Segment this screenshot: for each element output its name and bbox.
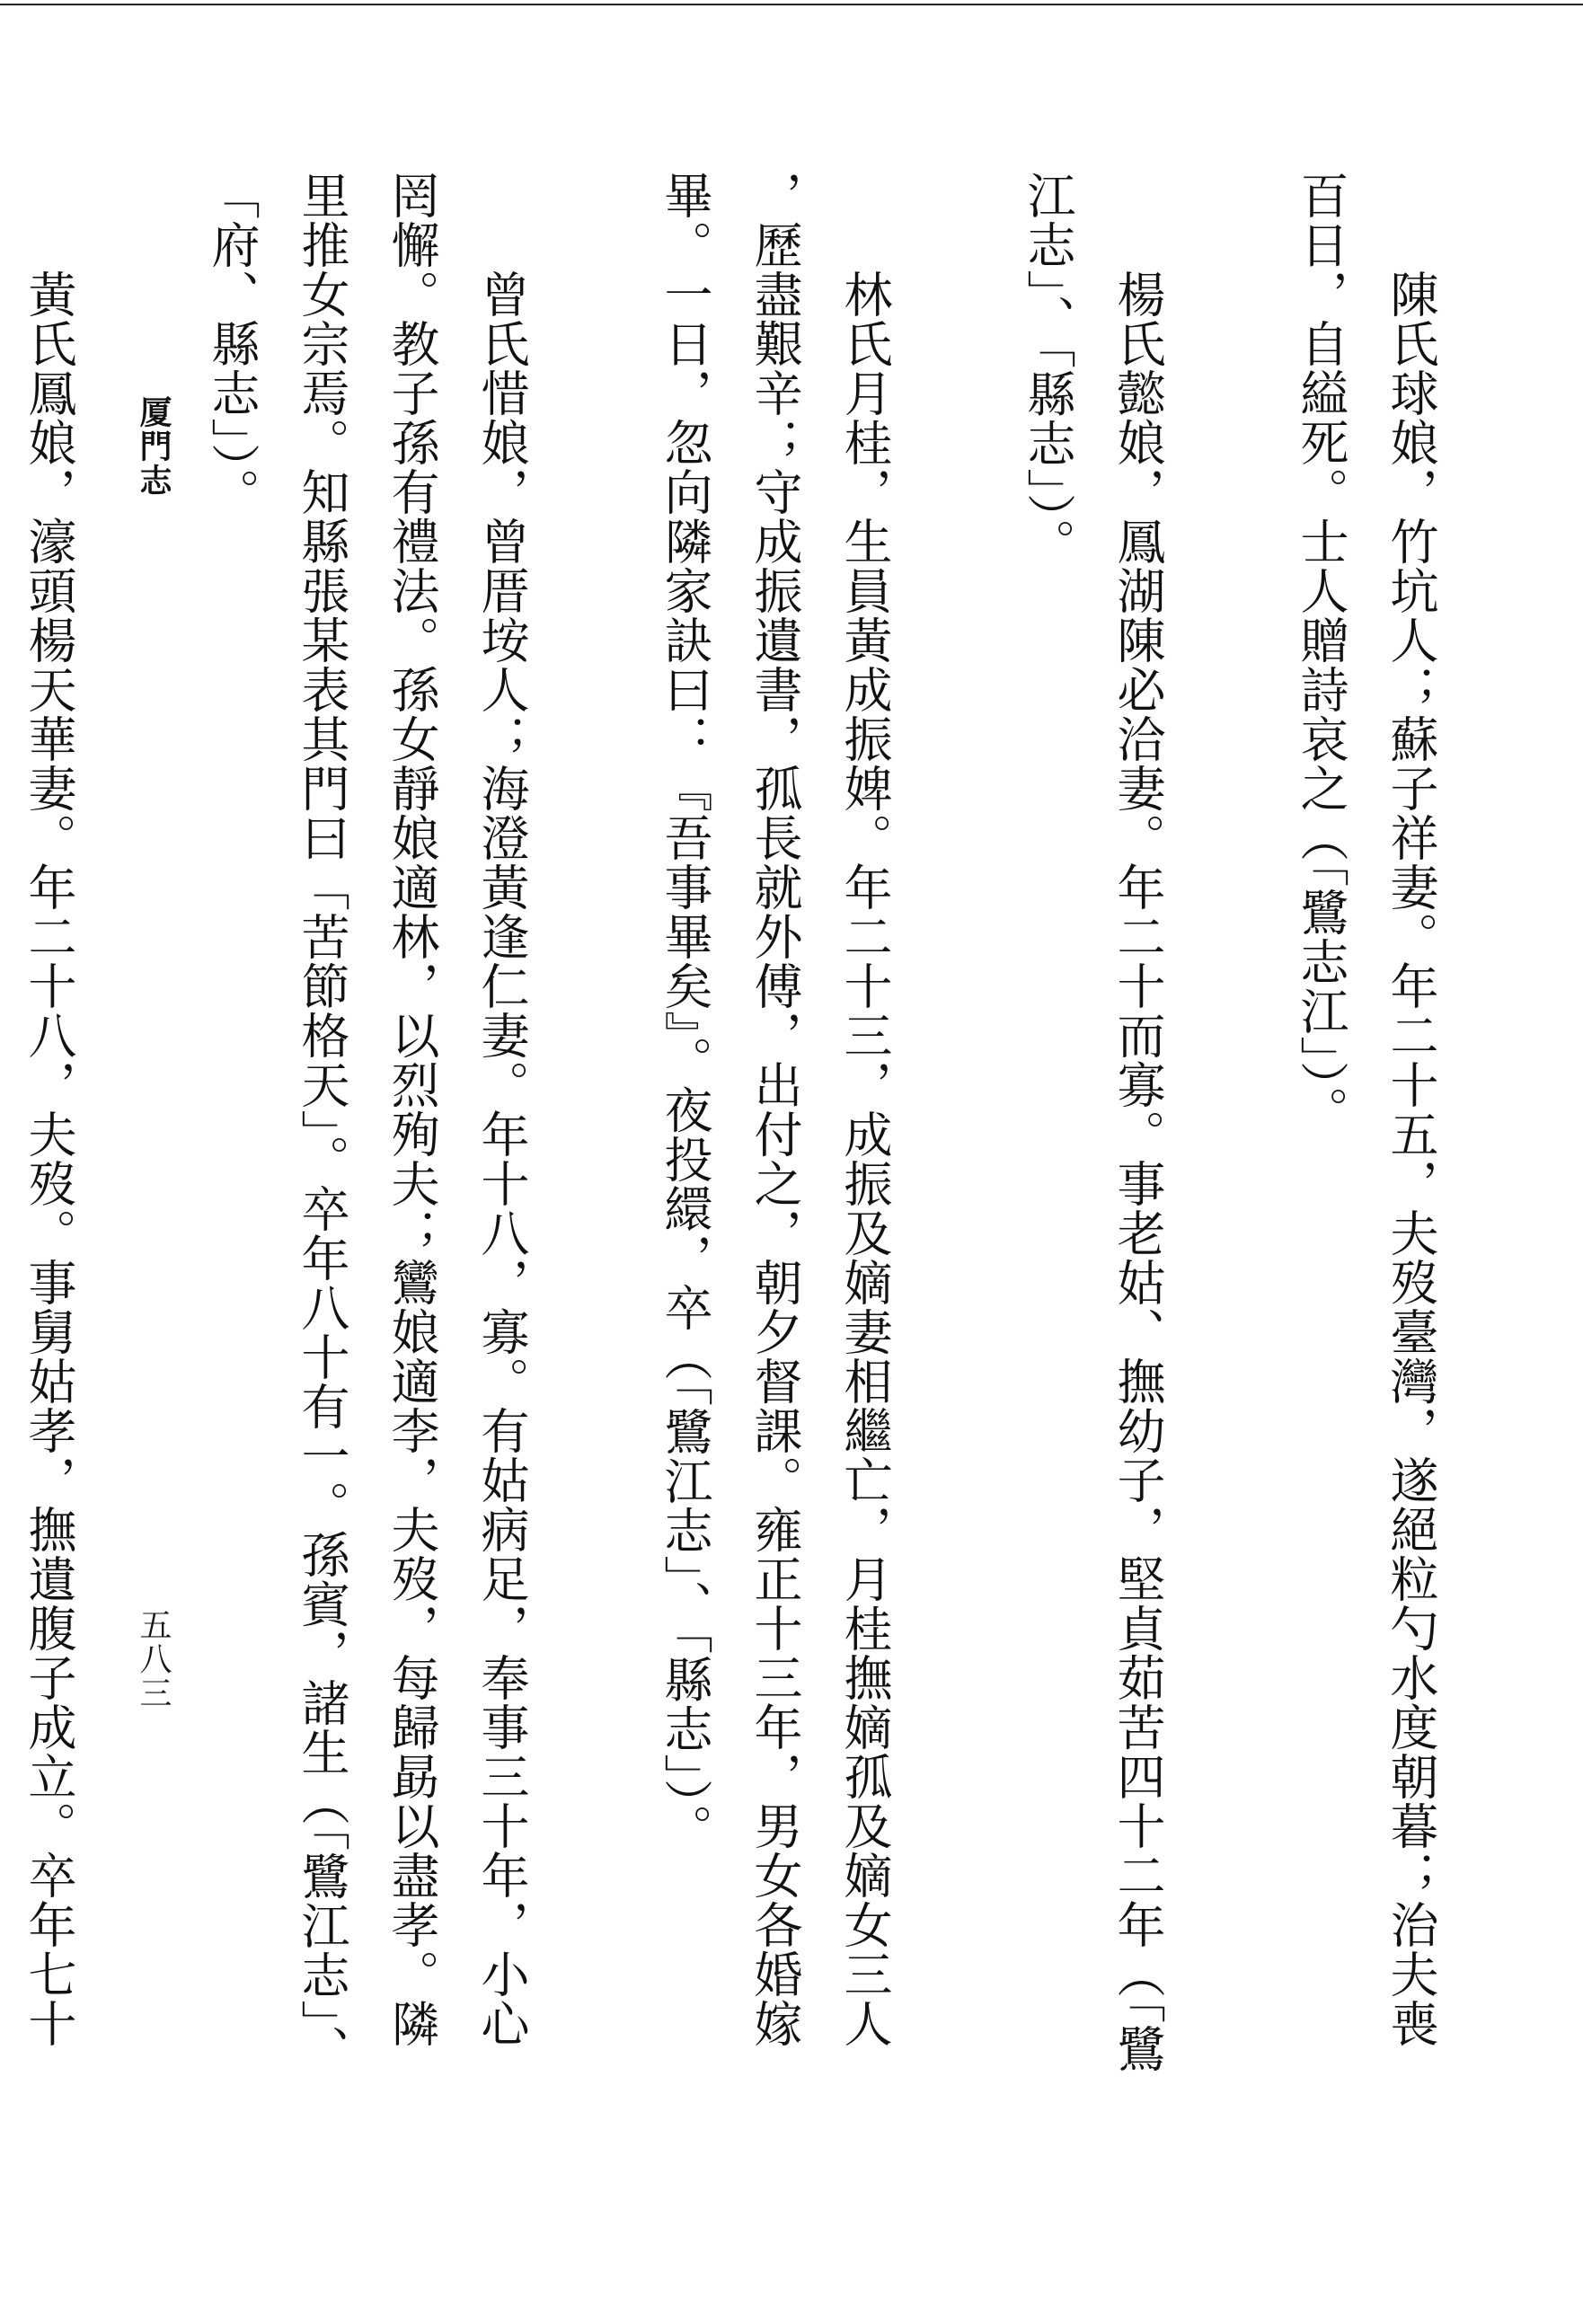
running-title: 厦門志: [135, 395, 172, 498]
top-rule: [0, 4, 1583, 5]
text-column: 曾氏惜娘，曾厝垵人；海澄黃逢仁妻。年十八，寡。有姑病足，奉事三十年，小心: [473, 270, 530, 2048]
text-column: ，歷盡艱辛；守成振遺書，孤長就外傅，出付之，朝夕督課。雍正十三年，男女各婚嫁: [747, 171, 803, 2048]
text-column: 江志」、「縣志」）。: [1020, 171, 1076, 568]
text-column: 百日，自縊死。士人贈詩哀之（「鷺志江」）。: [1293, 171, 1349, 1135]
text-column: 罔懈。教子孫有禮法。孫女靜娘適林，以烈殉夫；鸞娘適李，夫歿，每歸勗以盡孝。隣: [384, 171, 440, 2048]
text-column: 楊氏懿娘，鳳湖陳必洽妻。年二十而寡。事老姑、撫幼子，堅貞茹苦四十二年（「鷺: [1110, 270, 1166, 2073]
text-column: 畢。一日，忽向隣家訣曰：『吾事畢矣』。夜投繯，卒（「鷺江志」、「縣志」）。: [657, 171, 713, 1853]
text-column: 林氏月桂，生員黃成振婢。年二十三，成振及嫡妻相繼亡，月桂撫嫡孤及嫡女三人: [836, 270, 893, 2048]
text-column: 黃氏鳳娘，濠頭楊天華妻。年二十八，夫歿。事舅姑孝，撫遺腹子成立。卒年七十: [21, 270, 77, 2048]
text-column: 里推女宗焉。知縣張某表其門曰「苦節格天」。卒年八十有一。孫賓，諸生（「鷺江志」、: [294, 171, 350, 2074]
text-column: 「府、縣志」）。: [204, 171, 261, 517]
page-number: 五八三: [135, 1608, 172, 1710]
text-column: 陳氏球娘，竹坑人；蘇子祥妻。年二十五，夫歿臺灣，遂絕粒勺水度朝暮；治夫喪: [1383, 270, 1439, 2048]
